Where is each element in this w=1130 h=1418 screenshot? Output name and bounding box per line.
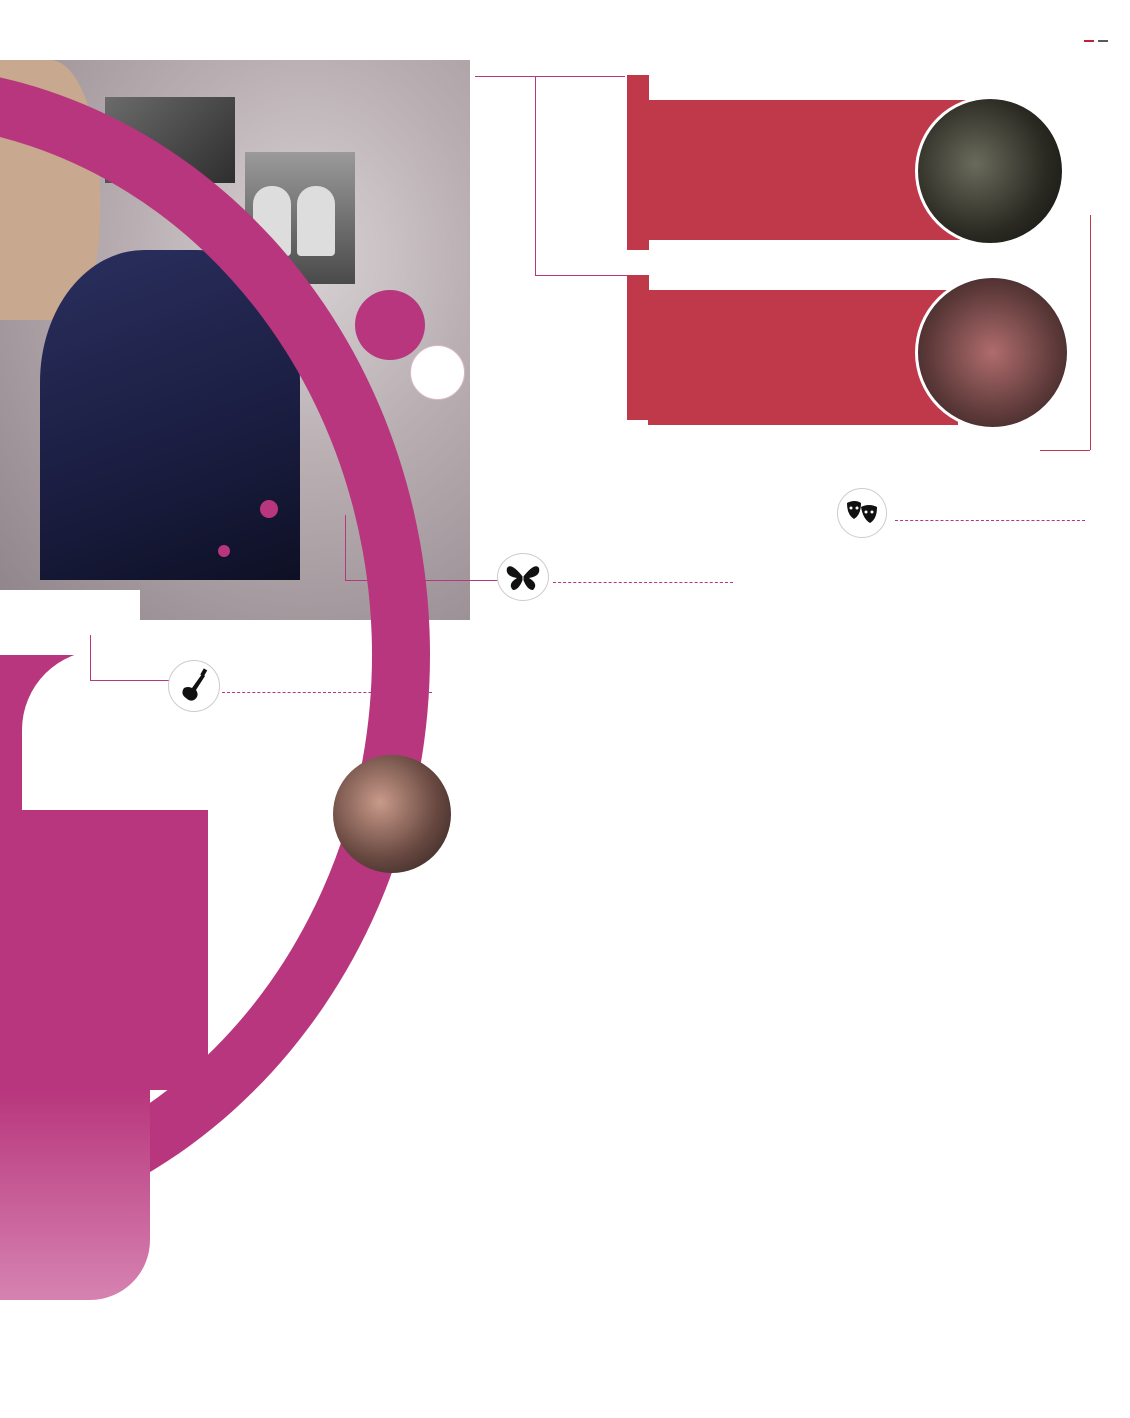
page-number-right <box>1098 40 1108 42</box>
page-number-left <box>1084 40 1094 42</box>
connector-line <box>90 680 170 681</box>
movie-tab-malcriados <box>627 275 649 420</box>
connector-line <box>90 635 91 680</box>
cartelera-line <box>1090 215 1091 450</box>
electric-guitar-icon <box>168 660 220 712</box>
deco-circle <box>218 545 230 557</box>
connector-line <box>535 76 536 276</box>
section-underline <box>895 520 1085 521</box>
deco-circle <box>260 500 278 518</box>
cartelera-line <box>1040 450 1090 451</box>
movie-card-malcriados <box>648 290 958 425</box>
feature-text-panel <box>0 800 208 1090</box>
movie-tab-libro-selva <box>627 75 649 250</box>
feature-panel-bottom <box>0 1090 150 1300</box>
deco-circle <box>355 290 425 360</box>
connector-line <box>535 275 630 276</box>
connector-line <box>345 515 346 580</box>
movie-image-libro-selva <box>915 96 1065 246</box>
article-body <box>215 748 370 756</box>
conciertos-column <box>215 728 443 730</box>
theater-masks-icon <box>837 488 887 538</box>
movie-image-malcriados <box>915 275 1070 430</box>
dj-photo <box>333 755 451 873</box>
section-underline <box>222 692 432 693</box>
butterfly-icon <box>497 553 549 601</box>
page-header <box>1076 40 1108 42</box>
connector-line <box>475 76 625 77</box>
connector-line <box>345 580 500 581</box>
section-underline <box>553 582 733 583</box>
deco-circle <box>410 345 465 400</box>
